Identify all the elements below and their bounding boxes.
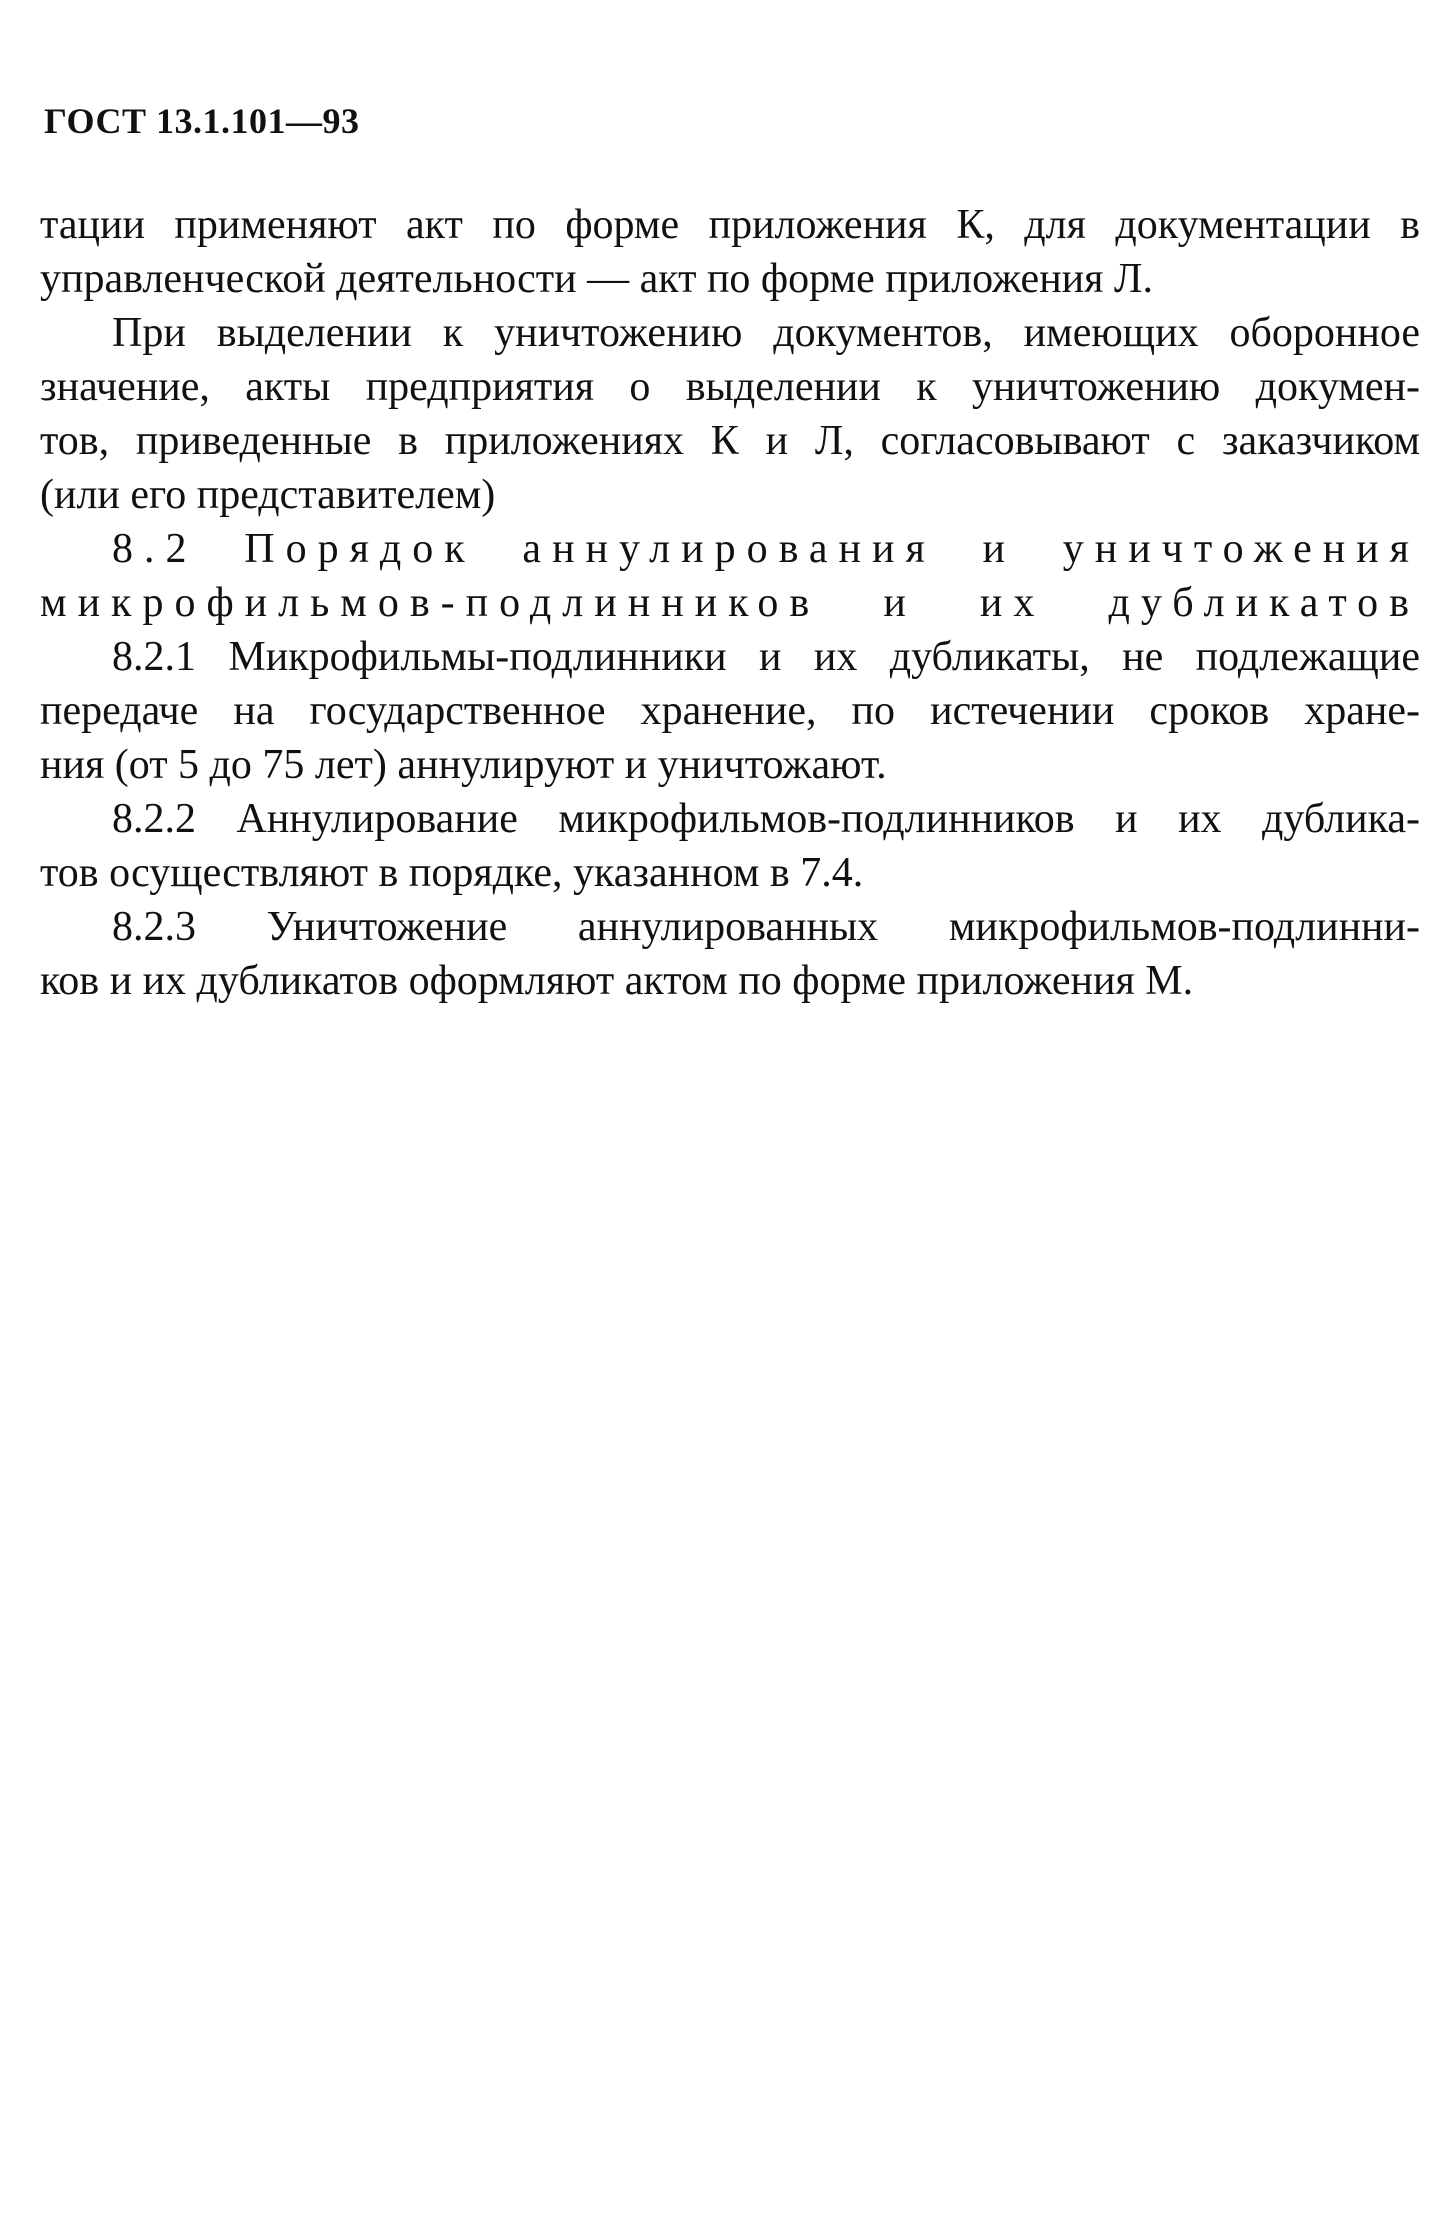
clause-8-2-1	[40, 630, 1420, 792]
text-line: (или его представителем)	[40, 472, 496, 518]
text-line: 8.2.3 Уничтожение аннулированных микрофильмов-подлинни-	[112, 904, 1420, 950]
document-body	[40, 198, 1420, 1008]
text-line: тов осуществляют в порядке, указанном в 7.4.	[40, 850, 864, 896]
page-header-standard-code: ГОСТ 13.1.101—93	[44, 101, 360, 141]
text-line: ния (от 5 до 75 лет) аннулируют и уничтожают.	[40, 742, 887, 788]
text-line: управленческой деятельности — акт по форме приложения Л.	[40, 256, 1153, 302]
section-heading-line: 8.2 Порядок аннулирования и уничтожения	[112, 526, 1420, 572]
clause-8-2-3	[40, 900, 1420, 1008]
text-line: 8.2.2 Аннулирование микрофильмов-подлинников и их дублика-	[112, 796, 1420, 842]
text-line: тации применяют акт по форме приложения К, для документации в	[40, 202, 1420, 248]
paragraph-defense-documents	[40, 306, 1420, 522]
section-heading-8-2	[40, 522, 1420, 630]
clause-8-2-2	[40, 792, 1420, 900]
text-line: передаче на государственное хранение, по истечении сроков хране-	[40, 688, 1420, 734]
text-line: значение, акты предприятия о выделении к уничтожению докумен-	[40, 364, 1420, 410]
text-line: При выделении к уничтожению документов, имеющих оборонное	[112, 310, 1420, 356]
paragraph-continuation	[40, 198, 1420, 306]
text-line: тов, приведенные в приложениях К и Л, согласовывают с заказчиком	[40, 418, 1420, 464]
section-heading-line: микрофильмов-подлинников и их дубликатов	[40, 580, 1420, 626]
text-line: 8.2.1 Микрофильмы-подлинники и их дубликаты, не подлежащие	[112, 634, 1420, 680]
text-line: ков и их дубликатов оформляют актом по форме приложения М.	[40, 958, 1194, 1004]
